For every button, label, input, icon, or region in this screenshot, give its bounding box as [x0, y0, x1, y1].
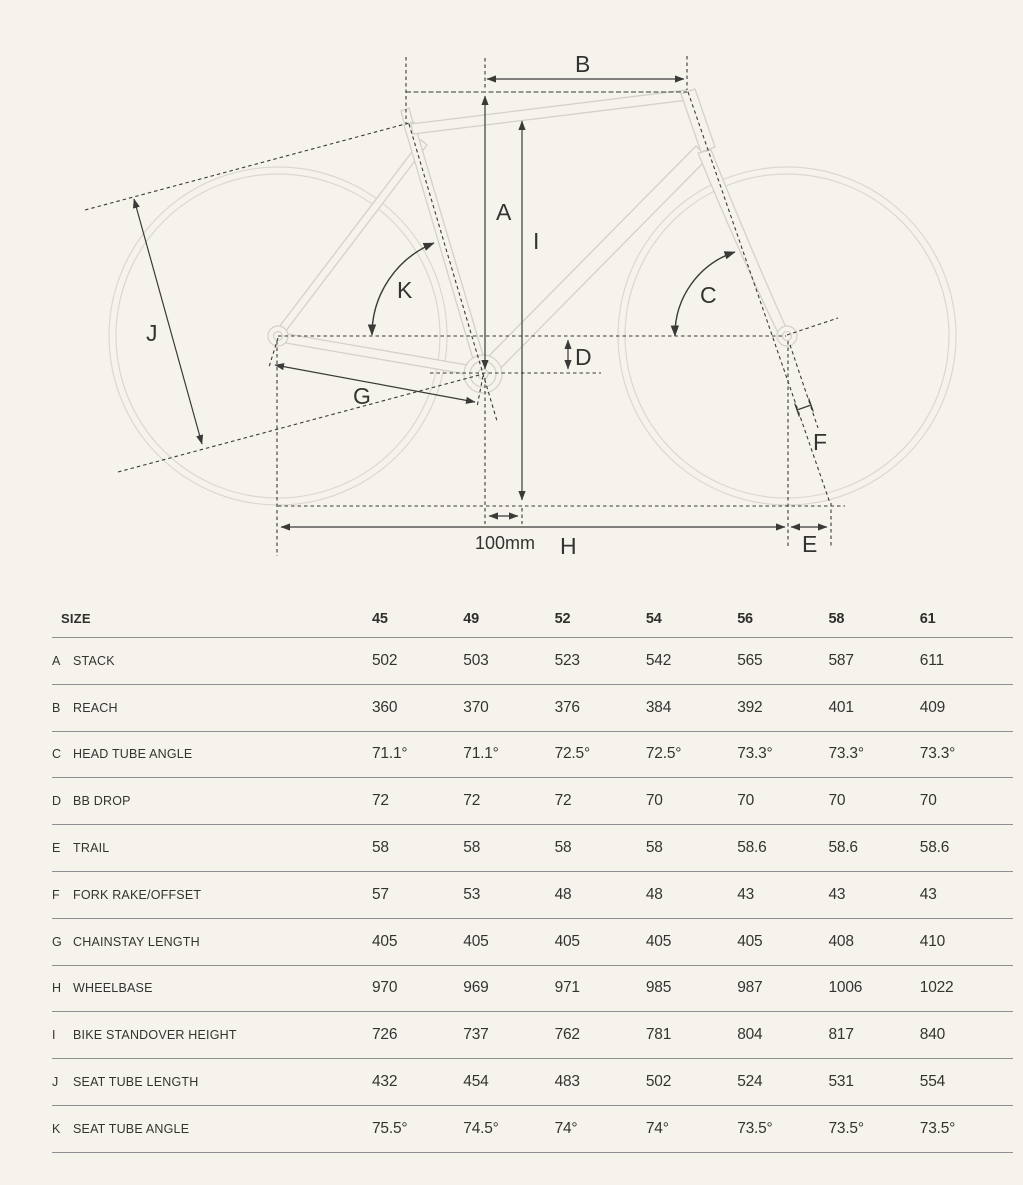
axle-perpendicular-tick: [787, 318, 838, 335]
row-label-cell: [52, 794, 372, 808]
column-header: 58: [828, 610, 845, 627]
row-value: 483: [554, 1073, 580, 1091]
row-label: STACK: [73, 653, 115, 668]
down-tube: [477, 146, 708, 380]
row-letter: G: [52, 934, 62, 949]
row-value: 432: [372, 1073, 398, 1091]
row-letter: J: [52, 1075, 59, 1090]
row-value: 611: [919, 651, 944, 669]
table-row: [52, 966, 1013, 1013]
label-trail: E: [802, 531, 818, 557]
row-value: 405: [645, 932, 672, 950]
row-label-cell: [52, 1028, 372, 1042]
row-letter: E: [52, 841, 61, 856]
label-bb-drop: D: [575, 344, 592, 370]
row-label-cell: [52, 841, 372, 855]
table-body: [52, 638, 1013, 1153]
row-value: 987: [737, 979, 763, 997]
row-label-cell: [52, 654, 372, 668]
row-value: 405: [372, 932, 398, 950]
row-value: 73.5°: [737, 1119, 773, 1137]
row-value: 75.5°: [372, 1119, 408, 1137]
row-label-cell: [52, 1122, 372, 1136]
row-value: 74.5°: [463, 1119, 499, 1137]
row-letter: I: [52, 1028, 56, 1043]
row-value: 985: [645, 979, 672, 997]
dimension-labels: [146, 51, 827, 559]
row-value: 554: [919, 1073, 946, 1091]
row-value: 48: [554, 885, 572, 903]
row-value: 376: [554, 698, 580, 716]
row-value: 70: [737, 792, 755, 810]
label-hub-spacing: 100mm: [474, 533, 536, 553]
size-header-label: SIZE: [61, 611, 91, 626]
table-row: [52, 825, 1013, 872]
rake-parallel-line: [790, 345, 818, 428]
row-letter: B: [52, 700, 61, 715]
row-value: 392: [737, 698, 763, 716]
row-value: 74°: [645, 1119, 669, 1137]
row-value: 43: [919, 885, 937, 903]
row-letter: F: [52, 887, 60, 902]
row-label: BIKE STANDOVER HEIGHT: [73, 1028, 237, 1043]
row-value: 74°: [554, 1119, 578, 1137]
label-standover: I: [533, 228, 540, 254]
row-value: 58.6: [828, 839, 858, 857]
row-label: BB DROP: [73, 794, 131, 809]
size-header-cell: [52, 611, 372, 626]
row-value: 58: [554, 839, 572, 857]
bb-perpendicular: [118, 374, 483, 472]
row-label: CHAINSTAY LENGTH: [73, 934, 200, 949]
row-value: 43: [828, 885, 846, 903]
label-head-angle: C: [700, 282, 717, 308]
row-value: 70: [919, 792, 937, 810]
dimension-lines: [134, 79, 827, 527]
row-letter: H: [52, 981, 62, 996]
row-value: 409: [919, 698, 946, 716]
fork-rake-dimension: [797, 405, 811, 410]
row-value: 72: [554, 792, 572, 810]
chain-stay: [280, 333, 479, 376]
row-value: 360: [372, 698, 398, 716]
row-value: 71.1°: [463, 745, 499, 763]
row-value: 53: [463, 885, 481, 903]
row-value: 454: [463, 1073, 489, 1091]
label-fork-rake: F: [813, 429, 828, 455]
row-value: 73.5°: [919, 1119, 956, 1137]
row-value: 43: [737, 885, 755, 903]
row-value: 1022: [919, 979, 954, 997]
column-header: 54: [645, 610, 662, 627]
row-value: 58.6: [919, 839, 950, 857]
row-label: REACH: [73, 700, 118, 715]
row-value: 531: [828, 1073, 854, 1091]
table-row: [52, 732, 1013, 779]
row-value: 73.5°: [828, 1119, 864, 1137]
row-letter: A: [52, 653, 61, 668]
row-value: 57: [372, 885, 389, 903]
row-value: 502: [645, 1073, 672, 1091]
row-value: 72.5°: [554, 745, 590, 763]
row-value: 737: [463, 1026, 489, 1044]
column-header: 45: [372, 610, 388, 627]
bike-geometry-diagram: [0, 0, 1023, 575]
row-value: 48: [645, 885, 663, 903]
table-row: [52, 1106, 1013, 1153]
row-value: 804: [737, 1026, 763, 1044]
row-value: 401: [828, 698, 854, 716]
row-value: 58.6: [737, 839, 767, 857]
table-header-row: [52, 600, 1013, 638]
row-label-cell: [52, 981, 372, 995]
row-value: 70: [828, 792, 846, 810]
row-value: 971: [554, 979, 580, 997]
label-seat-tube-length: J: [146, 320, 158, 346]
row-value: 73.3°: [828, 745, 864, 763]
row-label-cell: [52, 1075, 372, 1089]
row-value: 58: [645, 839, 663, 857]
row-value: 1006: [828, 979, 863, 997]
row-value: 587: [828, 651, 854, 669]
table-row: [52, 919, 1013, 966]
row-value: 542: [645, 651, 672, 669]
row-value: 72.5°: [645, 745, 682, 763]
top-tube: [411, 90, 688, 134]
column-header: 56: [737, 610, 753, 627]
table-row: [52, 1012, 1013, 1059]
geometry-table: [52, 600, 1013, 1153]
front-axle: [783, 332, 792, 341]
row-value: 410: [919, 932, 946, 950]
row-label-cell: [52, 888, 372, 902]
row-value: 73.3°: [919, 745, 956, 763]
row-label-cell: [52, 701, 372, 715]
row-value: 523: [554, 651, 580, 669]
row-value: 726: [372, 1026, 398, 1044]
row-label: SEAT TUBE ANGLE: [73, 1121, 190, 1136]
table-row: [52, 638, 1013, 685]
table-row: [52, 872, 1013, 919]
seat-tube-dimension: [134, 199, 202, 444]
row-value: 565: [737, 651, 763, 669]
table-row: [52, 778, 1013, 825]
row-value: 524: [737, 1073, 763, 1091]
row-value: 384: [645, 698, 672, 716]
row-value: 71.1°: [372, 745, 408, 763]
angle-arcs: [372, 243, 735, 336]
row-value: 405: [554, 932, 580, 950]
row-letter: K: [52, 1121, 61, 1136]
row-label-cell: [52, 747, 372, 761]
seat-stay: [276, 140, 427, 336]
label-stack: A: [496, 199, 512, 225]
row-value: 970: [372, 979, 398, 997]
row-value: 370: [463, 698, 489, 716]
row-value: 405: [463, 932, 489, 950]
row-label: TRAIL: [73, 841, 110, 856]
row-value: 58: [372, 839, 389, 857]
head-tube: [681, 89, 715, 152]
row-value: 72: [463, 792, 481, 810]
row-label: SEAT TUBE LENGTH: [73, 1075, 199, 1090]
row-value: 781: [645, 1026, 672, 1044]
row-label: WHEELBASE: [73, 981, 153, 996]
row-label-cell: [52, 935, 372, 949]
label-reach: B: [575, 51, 591, 77]
label-seat-tube-angle: K: [397, 277, 413, 303]
row-value: 72: [372, 792, 389, 810]
label-wheelbase: H: [560, 533, 577, 559]
row-label: FORK RAKE/OFFSET: [73, 887, 202, 902]
row-value: 70: [645, 792, 663, 810]
row-value: 840: [919, 1026, 946, 1044]
row-value: 408: [828, 932, 854, 950]
row-value: 503: [463, 651, 489, 669]
row-letter: D: [52, 794, 62, 809]
row-value: 502: [372, 651, 398, 669]
row-value: 969: [463, 979, 489, 997]
row-value: 73.3°: [737, 745, 773, 763]
row-letter: C: [52, 747, 62, 762]
column-header: 61: [919, 610, 936, 627]
row-value: 58: [463, 839, 481, 857]
row-value: 405: [737, 932, 763, 950]
column-header: 49: [463, 610, 480, 627]
table-row: [52, 1059, 1013, 1106]
row-value: 817: [828, 1026, 854, 1044]
table-row: [52, 685, 1013, 732]
label-chainstay: G: [353, 383, 371, 409]
column-header: 52: [554, 610, 571, 627]
row-label: HEAD TUBE ANGLE: [73, 747, 193, 762]
row-value: 762: [554, 1026, 580, 1044]
